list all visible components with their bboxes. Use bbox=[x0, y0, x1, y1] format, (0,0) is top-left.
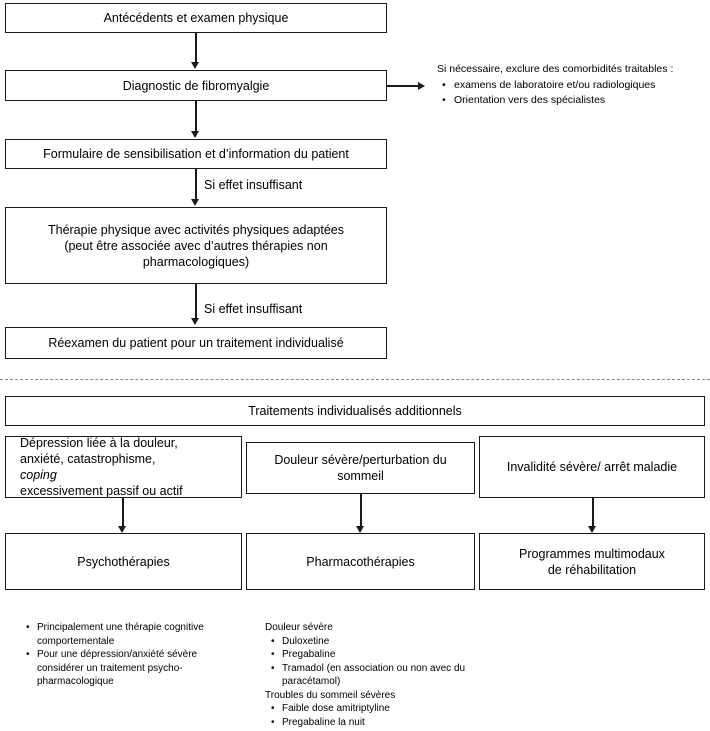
side-note-item: • Orientation vers des spécialistes bbox=[454, 93, 703, 108]
box-history-label: Antécédents et examen physique bbox=[103, 11, 289, 25]
box-diagnosis-label: Diagnostic de fibromyalgie bbox=[122, 78, 270, 93]
box-condition-pain-line2: sommeil bbox=[337, 469, 384, 483]
box-diagnosis bbox=[5, 70, 387, 101]
box-patient-education-label: Formulaire de sensibilisation et d’information du patient bbox=[43, 147, 349, 161]
box-patient-education bbox=[5, 139, 387, 169]
connector-education-to-therapy bbox=[195, 169, 197, 201]
footnote-sleep-title: Troubles du sommeil sévères bbox=[265, 689, 396, 701]
footnote-item: • Faible dose amitriptyline bbox=[282, 702, 480, 716]
box-multimodal-rehab-line2: de réhabilitation bbox=[547, 562, 637, 577]
box-physical-therapy-line2: (peut être associée avec d’autres thérapies non bbox=[64, 238, 328, 253]
box-condition-disability-line1: Invalidité sévère/ arrêt maladie bbox=[506, 460, 678, 474]
box-condition-mood-line3: excessivement passif ou actif bbox=[20, 484, 183, 498]
connector-diagnosis-to-education bbox=[195, 101, 197, 133]
arrowhead-history-to-diagnosis bbox=[191, 62, 199, 69]
footnote-item: • Pregabaline la nuit bbox=[282, 716, 480, 730]
arrowhead-pain-to-pharmacotherapy bbox=[356, 526, 364, 533]
footnote-pharmacotherapies bbox=[265, 621, 480, 729]
arrowhead-diagnosis-to-education bbox=[191, 131, 199, 138]
box-pharmacotherapies bbox=[246, 533, 475, 590]
connector-pain-to-pharmacotherapy bbox=[360, 494, 362, 528]
box-condition-pain bbox=[246, 442, 475, 494]
box-history bbox=[5, 3, 387, 33]
side-note-item: • examens de laboratoire et/ou radiologiques bbox=[454, 78, 703, 93]
footnote-item: • Pregabaline bbox=[282, 648, 480, 662]
connector-history-to-diagnosis bbox=[195, 33, 197, 64]
arrowhead-disability-to-rehab bbox=[588, 526, 596, 533]
side-note-title: Si nécessaire, exclure des comorbidités traitables : bbox=[437, 63, 674, 75]
connector-mood-to-psychotherapy bbox=[122, 498, 124, 528]
box-condition-mood bbox=[5, 436, 242, 498]
connector-disability-to-rehab bbox=[592, 498, 594, 528]
side-note-comorbidities bbox=[437, 62, 703, 108]
edge-label-insufficient-2: Si effet insuffisant bbox=[204, 302, 303, 316]
box-physical-therapy-line1: Thérapie physique avec activités physiques adaptées bbox=[47, 222, 344, 237]
arrowhead-therapy-to-reassessment bbox=[191, 318, 199, 325]
edge-label-insufficient-1: Si effet insuffisant bbox=[204, 178, 303, 192]
coping-italic: coping bbox=[20, 468, 57, 482]
section-divider bbox=[0, 379, 710, 380]
box-condition-disability bbox=[479, 436, 705, 498]
footnote-sleep-list bbox=[265, 702, 480, 729]
box-condition-mood-line2: anxiété, catastrophisme, coping bbox=[20, 452, 156, 482]
box-psychotherapies-label: Psychothérapies bbox=[77, 554, 170, 569]
footnote-psychotherapies-list bbox=[20, 621, 235, 689]
box-reassessment bbox=[5, 327, 387, 359]
footnote-pharmaco-list bbox=[265, 635, 480, 689]
box-psychotherapies bbox=[5, 533, 242, 590]
box-multimodal-rehab bbox=[479, 533, 705, 590]
footnote-item: • Pour une dépression/anxiété sévère considérer un traitement psycho-pharmacologique bbox=[37, 648, 235, 689]
connector-diagnosis-to-note bbox=[387, 85, 420, 87]
box-pharmacotherapies-label: Pharmacothérapies bbox=[306, 554, 415, 569]
footnote-psychotherapies bbox=[20, 621, 235, 689]
footnote-item: • Duloxetine bbox=[282, 635, 480, 649]
arrowhead-diagnosis-to-note bbox=[418, 82, 425, 90]
box-condition-mood-line1: Dépression liée à la douleur, bbox=[20, 436, 178, 450]
box-additional-treatments-label: Traitements individualisés additionnels bbox=[248, 404, 462, 418]
footnote-pharmaco-title: Douleur sévère bbox=[265, 622, 333, 633]
side-note-list bbox=[437, 78, 703, 108]
box-additional-treatments bbox=[5, 396, 705, 426]
box-condition-pain-line1: Douleur sévère/perturbation du bbox=[274, 453, 447, 467]
box-physical-therapy-line3: pharmacologiques) bbox=[142, 254, 250, 269]
arrowhead-education-to-therapy bbox=[191, 199, 199, 206]
arrowhead-mood-to-psychotherapy bbox=[118, 526, 126, 533]
footnote-item: • Tramadol (en association ou non avec du paracétamol) bbox=[282, 662, 480, 689]
footnote-item: • Principalement une thérapie cognitive comportementale bbox=[37, 621, 235, 648]
connector-therapy-to-reassessment bbox=[195, 284, 197, 320]
box-multimodal-rehab-line1: Programmes multimodaux bbox=[519, 546, 665, 561]
box-reassessment-label: Réexamen du patient pour un traitement individualisé bbox=[48, 336, 344, 350]
box-physical-therapy bbox=[5, 207, 387, 284]
